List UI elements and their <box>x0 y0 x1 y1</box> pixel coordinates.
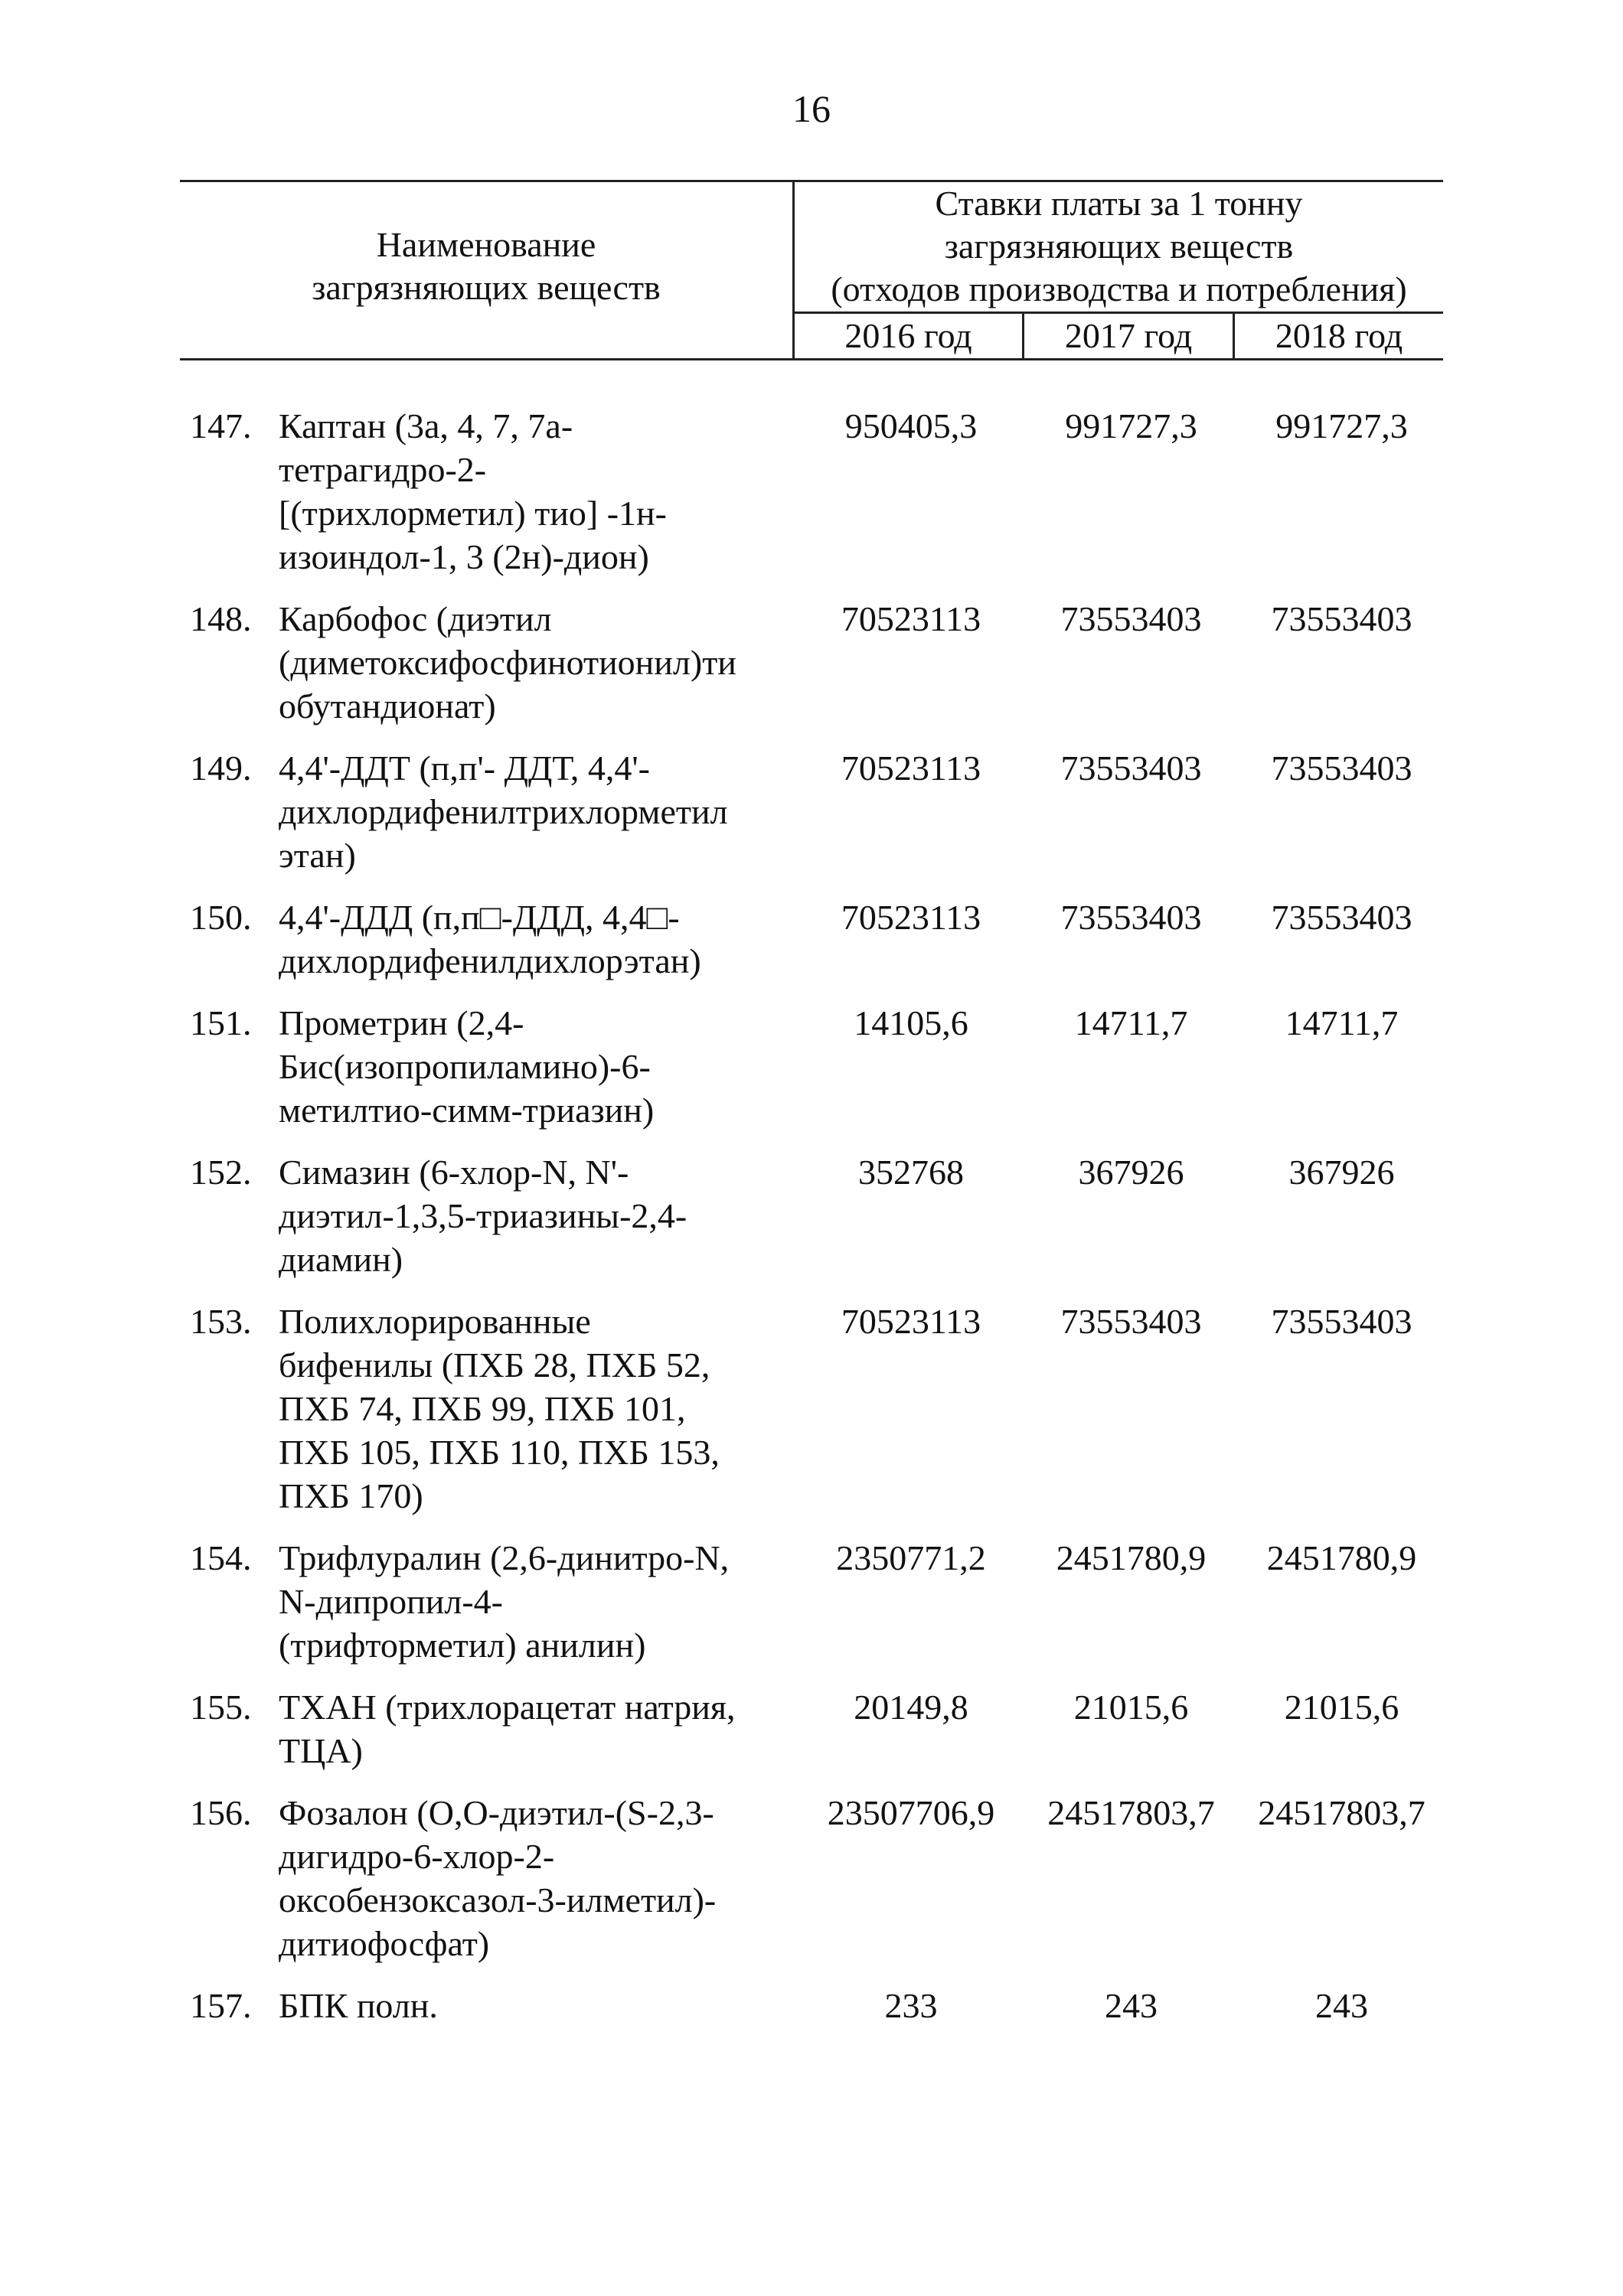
rate-2018: 24517803,7 <box>1258 1793 1425 1832</box>
rate-2017: 73553403 <box>1060 898 1202 937</box>
table-header <box>180 180 1443 360</box>
substance-name-line: дихлордифенилтрихлорметил <box>279 792 728 831</box>
rate-2018: 243 <box>1315 1986 1368 2025</box>
rate-2018: 14711,7 <box>1285 1003 1399 1042</box>
table-body <box>0 404 1623 2027</box>
table-row <box>0 1791 1623 1965</box>
table-row <box>0 597 1623 728</box>
row-number: 149. <box>190 748 252 788</box>
rate-2017: 21015,6 <box>1073 1688 1189 1727</box>
rate-2016: 2350771,2 <box>836 1538 986 1577</box>
substance-name-line: Симазин (6-хлор-N, N'- <box>279 1153 629 1192</box>
substance-name <box>279 1791 799 1965</box>
substance-name-line: Прометрин (2,4- <box>279 1003 524 1042</box>
substance-name <box>279 1001 799 1132</box>
row-number: 147. <box>190 406 252 445</box>
substance-name-line: ПХБ 105, ПХБ 110, ПХБ 153, <box>279 1433 720 1472</box>
table-row <box>0 1150 1623 1281</box>
rate-2017: 73553403 <box>1060 599 1202 638</box>
rate-2018: 73553403 <box>1271 898 1412 937</box>
rate-2016: 352768 <box>858 1153 964 1192</box>
substance-name-line: БПК полн. <box>279 1986 438 2025</box>
rate-2017: 2451780,9 <box>1056 1538 1207 1577</box>
rate-2016: 20149,8 <box>854 1688 968 1727</box>
row-number: 153. <box>190 1302 252 1341</box>
substance-name-line: Каптан (3а, 4, 7, 7а- <box>279 406 573 445</box>
rate-2017: 991727,3 <box>1065 406 1197 445</box>
substance-name-line: (трифторметил) анилин) <box>279 1626 646 1665</box>
substance-name <box>279 404 799 579</box>
substance-name-line: (диметоксифосфинотионил)ти <box>279 643 736 682</box>
table-row <box>0 1001 1623 1132</box>
rate-2017: 367926 <box>1078 1153 1184 1192</box>
rate-2016: 70523113 <box>841 748 981 788</box>
substance-name-line: Трифлуралин (2,6-динитро-N, <box>279 1538 730 1577</box>
substance-name <box>279 597 799 728</box>
rates-column-header <box>792 182 1443 358</box>
substance-name <box>279 1300 799 1518</box>
rate-2016: 70523113 <box>841 898 981 937</box>
page-number: 16 <box>792 87 831 130</box>
substance-name-line: оксобензоксазол-3-илметил)- <box>279 1880 717 1919</box>
row-number: 151. <box>190 1003 252 1042</box>
year-2017-header: 2017 год <box>1024 314 1235 358</box>
substance-name <box>279 1685 799 1773</box>
rates-title-line: Ставки платы за 1 тонну <box>935 184 1303 223</box>
row-number: 157. <box>190 1986 252 2025</box>
rate-2018: 21015,6 <box>1284 1688 1399 1727</box>
substance-name-line: [(трихлорметил) тио] -1н- <box>279 494 667 533</box>
substance-name-line: этан) <box>279 836 356 875</box>
rate-2016: 70523113 <box>841 599 981 638</box>
table-row <box>0 746 1623 877</box>
table-row <box>0 1300 1623 1518</box>
substance-name-line: ТЦА) <box>279 1731 363 1770</box>
year-headers <box>795 314 1443 358</box>
table-row <box>0 895 1623 983</box>
rates-title-line: (отходов производства и потребления) <box>831 269 1407 308</box>
substance-name-line: Фозалон (О,О-диэтил-(S-2,3- <box>279 1793 714 1832</box>
substance-name <box>279 1984 799 2027</box>
rate-2018: 367926 <box>1288 1153 1395 1192</box>
substance-name-line: ПХБ 74, ПХБ 99, ПХБ 101, <box>279 1389 686 1428</box>
substance-name <box>279 1536 799 1667</box>
year-2018-header: 2018 год <box>1275 316 1403 355</box>
row-number: 155. <box>190 1688 252 1727</box>
name-header-line: загрязняющих веществ <box>312 268 661 307</box>
rate-2016: 233 <box>884 1986 938 2025</box>
substance-name <box>279 895 799 983</box>
year-2016-header: 2016 год <box>795 314 1024 358</box>
rates-title-line: загрязняющих веществ <box>944 227 1294 266</box>
substance-name-line: Полихлорированные <box>279 1302 591 1341</box>
rate-2017: 73553403 <box>1060 748 1202 788</box>
name-header-line: Наименование <box>376 225 596 264</box>
substance-name-line: дитиофосфат) <box>279 1924 490 1963</box>
rate-2016: 70523113 <box>841 1302 981 1341</box>
rate-2018: 73553403 <box>1271 599 1412 638</box>
substance-name-line: обутандионат) <box>279 687 496 726</box>
substance-name-line: ПХБ 170) <box>279 1476 423 1515</box>
substance-name-line: дихлордифенилдихлорэтан) <box>279 941 701 980</box>
rate-2017: 243 <box>1105 1986 1158 2025</box>
table-row <box>0 404 1623 579</box>
rate-2016: 23507706,9 <box>827 1793 995 1832</box>
row-number: 156. <box>190 1793 252 1832</box>
substance-name-line: метилтио-симм-триазин) <box>279 1091 655 1130</box>
substance-name-line: изоиндол-1, 3 (2н)-дион) <box>279 537 649 576</box>
substance-name-line: диамин) <box>279 1240 403 1279</box>
row-number: 154. <box>190 1538 252 1577</box>
rate-2018: 73553403 <box>1271 1302 1412 1341</box>
rate-2018: 73553403 <box>1271 748 1412 788</box>
substance-name-line: бифенилы (ПХБ 28, ПХБ 52, <box>279 1345 710 1384</box>
table-row <box>0 1536 1623 1667</box>
rate-2017: 14711,7 <box>1074 1003 1188 1042</box>
rate-2016: 14105,6 <box>854 1003 968 1042</box>
rate-2016: 950405,3 <box>844 406 978 445</box>
name-column-header <box>180 182 792 358</box>
table-row <box>0 1984 1623 2027</box>
substance-name-line: N-дипропил-4- <box>279 1582 504 1621</box>
substance-name-line: ТХАН (трихлорацетат натрия, <box>279 1688 736 1727</box>
row-number: 148. <box>190 599 252 638</box>
row-number: 152. <box>190 1153 252 1192</box>
rate-2018: 991727,3 <box>1275 406 1408 445</box>
substance-name-line: Карбофос (диэтил <box>279 599 552 638</box>
substance-name-line: 4,4'-ДДД (п,п□-ДДД, 4,4□- <box>279 898 680 937</box>
substance-name-line: Бис(изопропиламино)-6- <box>279 1047 651 1086</box>
rate-2018: 2451780,9 <box>1266 1538 1417 1577</box>
rates-title <box>795 182 1443 314</box>
substance-name-line: дигидро-6-хлор-2- <box>279 1837 555 1876</box>
rate-2017: 73553403 <box>1060 1302 1202 1341</box>
substance-name-line: тетрагидро-2- <box>279 450 487 489</box>
substance-name <box>279 1150 799 1281</box>
rate-2017: 24517803,7 <box>1047 1793 1215 1832</box>
table-row <box>0 1685 1623 1773</box>
substance-name-line: диэтил-1,3,5-триазины-2,4- <box>279 1196 687 1235</box>
substance-name-line: 4,4'-ДДТ (п,п'- ДДТ, 4,4'- <box>279 748 650 788</box>
row-number: 150. <box>190 898 252 937</box>
substance-name <box>279 746 799 877</box>
